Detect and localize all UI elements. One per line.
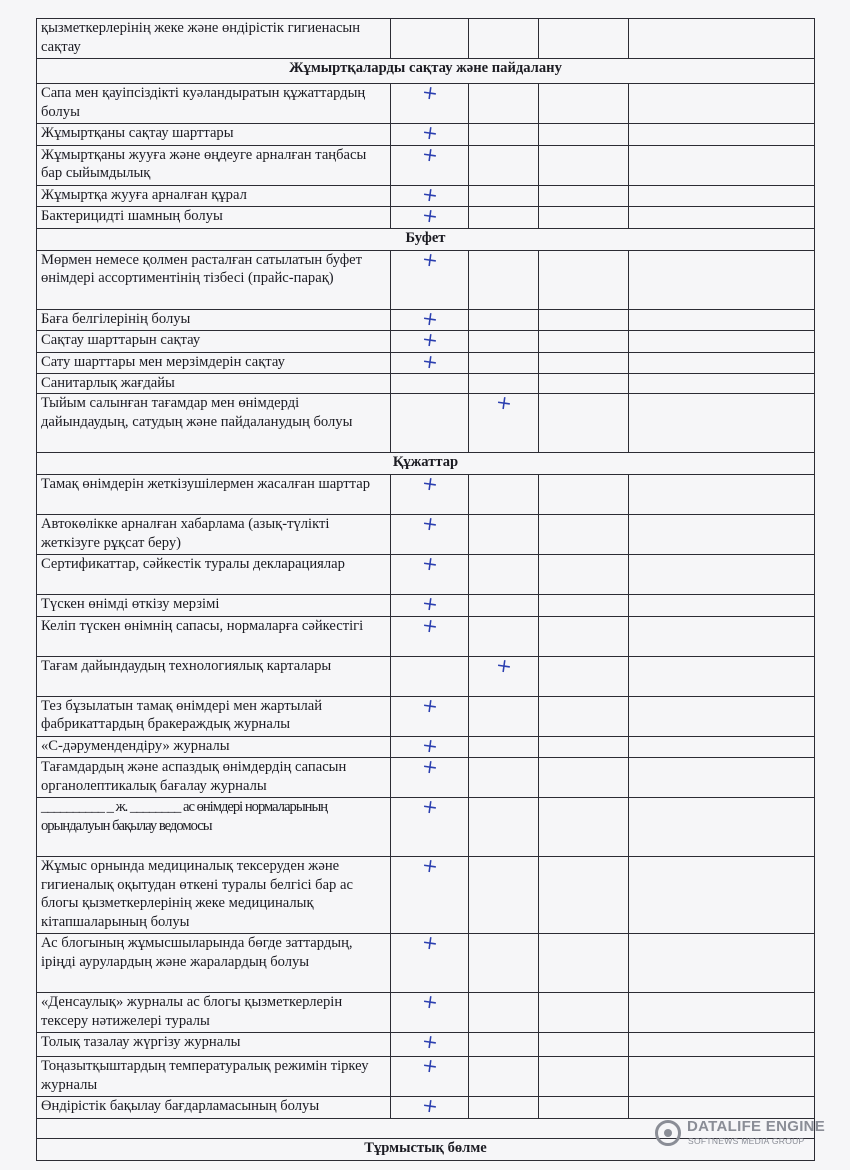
- table-row: [37, 758, 815, 798]
- table-row: [37, 798, 815, 857]
- criterion-cell: Автокөлікке арналған хабарлама (азық-түлікті жеткізуге рұқсат беру): [37, 515, 391, 555]
- section-header-row: [37, 228, 815, 250]
- criterion-cell: Түскен өнімді өткізу мерзімі: [37, 595, 391, 617]
- check-mark-icon: +: [420, 794, 439, 820]
- table-row: [37, 331, 815, 353]
- criterion-cell: Баға белгілерінің болуы: [37, 309, 391, 331]
- criterion-cell: «Денсаулық» журналы ас блогы қызметкерлерін тексеру нәтижелері туралы: [37, 993, 391, 1033]
- table-row: [37, 515, 815, 555]
- table-row: [37, 1097, 815, 1119]
- table-row: [37, 207, 815, 229]
- check-mark-icon: +: [420, 120, 439, 146]
- check-mark-icon: +: [420, 80, 439, 106]
- criterion-cell: Жұмыртқаны сақтау шарттары: [37, 124, 391, 146]
- table-row: [37, 993, 815, 1033]
- table-row: [37, 555, 815, 595]
- criterion-cell: Санитарлық жағдайы: [37, 374, 391, 394]
- table-row: [37, 352, 815, 374]
- check-mark-icon: +: [420, 142, 439, 167]
- table-row: [37, 934, 815, 993]
- check-cell-no: [469, 19, 539, 59]
- check-mark-icon: +: [420, 1029, 439, 1055]
- check-mark-icon: +: [420, 693, 439, 718]
- criterion-cell: Толық тазалау жүргізу журналы: [37, 1033, 391, 1057]
- check-mark-icon: +: [420, 182, 439, 207]
- check-mark-icon: +: [420, 1053, 439, 1079]
- check-mark-icon: +: [420, 551, 439, 577]
- table-row: [37, 1057, 815, 1097]
- section-title: Тұрмыстық бөлме: [37, 1138, 815, 1160]
- table-row: [37, 124, 815, 146]
- criterion-cell: Тағамдардың және аспаздық өнімдердің сапасын органолептикалық бағалау журналы: [37, 758, 391, 798]
- check-cell-na: [539, 19, 629, 59]
- criterion-cell: __________ _ ж. ________ ас өнімдері нормаларының орындалуын бақылау ведомосы: [37, 798, 391, 857]
- check-mark-icon: +: [420, 853, 439, 879]
- table-row: [37, 616, 815, 656]
- check-mark-icon: +: [420, 306, 439, 331]
- table-row: [37, 475, 815, 515]
- table-row: [37, 595, 815, 617]
- check-mark-icon: +: [420, 511, 439, 537]
- table-row: [37, 696, 815, 736]
- criterion-cell: Жұмыс орнында медициналық тексеруден және гигиеналық оқытудан өткені туралы белгісі бар ас блогы қызметкерлерінің жеке медициналық кітапшаларының болуы: [37, 857, 391, 934]
- table-row: [37, 394, 815, 453]
- criterion-cell: Келіп түскен өнімнің сапасы, нормаларға сәйкестігі: [37, 616, 391, 656]
- criterion-cell: Тағам дайындаудың технологиялық карталары: [37, 656, 391, 696]
- table-row: [37, 374, 815, 394]
- watermark-subtitle: SOFTNEWS MEDIA GROUP: [688, 1136, 805, 1146]
- watermark: [655, 1116, 830, 1152]
- table-row: [37, 250, 815, 309]
- check-mark-icon: +: [494, 653, 513, 678]
- check-mark-icon: +: [420, 989, 439, 1015]
- check-mark-icon: +: [420, 733, 439, 758]
- criterion-cell: Өндірістік бақылау бағдарламасының болуы: [37, 1097, 391, 1119]
- section-header-row: [37, 453, 815, 475]
- check-mark-icon: +: [420, 1093, 439, 1119]
- check-mark-icon: +: [420, 247, 439, 272]
- check-mark-icon: +: [420, 349, 439, 374]
- table-row: [37, 19, 815, 59]
- table-row: [37, 145, 815, 185]
- criterion-cell: Жұмыртқаны жууға және өңдеуге арналған таңбасы бар сыйымдылық: [37, 145, 391, 185]
- table-row: [37, 857, 815, 934]
- check-mark-icon: +: [420, 613, 439, 638]
- check-mark-icon: +: [420, 591, 439, 617]
- criterion-cell: Сапа мен қауіпсіздікті куәландыратын құжаттардың болуы: [37, 84, 391, 124]
- check-mark-icon: +: [420, 471, 439, 497]
- criterion-cell: қызметкерлерінің жеке және өндірістік гигиенасын сақтау: [37, 19, 391, 59]
- criterion-cell: Тез бұзылатын тамақ өнімдері мен жартылай фабрикаттардың бракераждық журналы: [37, 696, 391, 736]
- criterion-cell: Ас блогының жұмысшыларында бөгде заттардың, іріңді аурулардың және жаралардың болуы: [37, 934, 391, 993]
- watermark-title: DATALIFE ENGINE: [687, 1118, 826, 1135]
- criterion-cell: Мөрмен немесе қолмен расталған сатылатын буфет өнімдері ассортиментінің тізбесі (прайс-парақ): [37, 250, 391, 309]
- table-row: [37, 656, 815, 696]
- section-title: Құжаттар: [37, 453, 815, 475]
- criterion-cell: Тоңазытқыштардың температуралық режимін тіркеу журналы: [37, 1057, 391, 1097]
- check-mark-icon: +: [494, 390, 513, 416]
- section-title: Жұмыртқаларды сақтау және пайдалану: [37, 59, 815, 84]
- criterion-cell: Бактерицидті шамның болуы: [37, 207, 391, 229]
- datalife-logo-icon: [655, 1120, 681, 1146]
- criterion-cell: Сақтау шарттарын сақтау: [37, 331, 391, 353]
- section-title: Буфет: [37, 228, 815, 250]
- check-mark-icon: +: [420, 327, 439, 353]
- check-mark-icon: +: [420, 203, 439, 229]
- check-cell-yes: [391, 19, 469, 59]
- criterion-cell: Жұмыртқа жууға арналған құрал: [37, 185, 391, 207]
- table-row: [37, 1033, 815, 1057]
- note-cell: [629, 19, 815, 59]
- table-row: [37, 84, 815, 124]
- criterion-cell: Сату шарттары мен мерзімдерін сақтау: [37, 352, 391, 374]
- inspection-checklist-table: [36, 18, 815, 1161]
- criterion-cell: Тамақ өнімдерін жеткізушілермен жасалған шарттар: [37, 475, 391, 515]
- criterion-cell: Тыйым салынған тағамдар мен өнімдерді дайындаудың, сатудың және пайдаланудың болуы: [37, 394, 391, 453]
- criterion-cell: Сертификаттар, сәйкестік туралы декларациялар: [37, 555, 391, 595]
- check-mark-icon: +: [420, 930, 439, 956]
- criterion-cell: «С-дәрумендендіру» журналы: [37, 736, 391, 758]
- check-mark-icon: +: [420, 754, 439, 780]
- section-header-row: [37, 59, 815, 84]
